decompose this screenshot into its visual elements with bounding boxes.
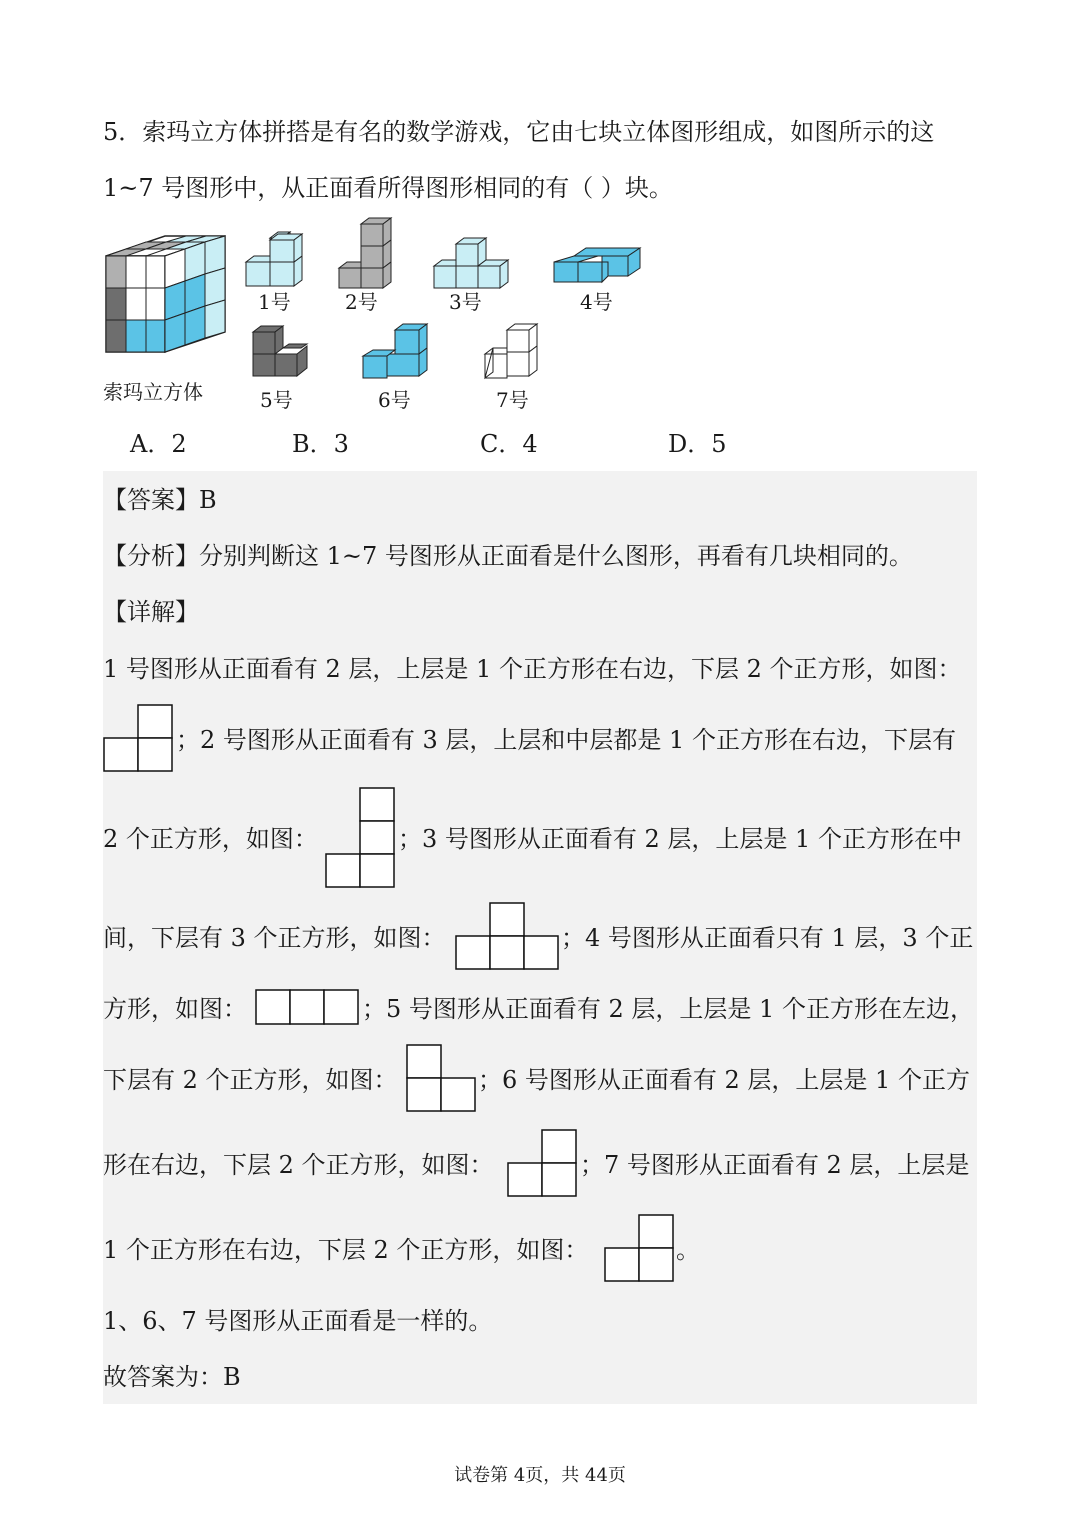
front-view-7 bbox=[604, 1214, 676, 1284]
detail-p3b: ；3 号图形从正面看有 2 层，上层是 1 个正方形在中 bbox=[398, 825, 962, 853]
piece-5-figure bbox=[251, 326, 311, 382]
front-view-6 bbox=[507, 1129, 579, 1199]
piece-1-figure bbox=[244, 236, 304, 292]
detail-p4a: 间，下层有 3 个正方形，如图： bbox=[103, 924, 446, 952]
front-view-2 bbox=[325, 787, 397, 889]
detail-p6a: 下层有 2 个正方形，如图： bbox=[103, 1066, 398, 1094]
front-view-3 bbox=[455, 902, 561, 972]
question-line-2: 1~7 号图形中，从正面看所得图形相同的有（ ）块。 bbox=[103, 174, 673, 202]
page-footer: 试卷第 4页，共 44页 bbox=[454, 1465, 626, 1486]
detail-p1: 1 号图形从正面看有 2 层，上层是 1 个正方形在右边，下层 2 个正方形，如图： bbox=[103, 655, 962, 683]
option-d[interactable]: D．5 bbox=[668, 430, 727, 458]
piece-7-figure bbox=[483, 324, 543, 382]
piece-1-label: 1号 bbox=[258, 290, 291, 314]
piece-7-label: 7号 bbox=[496, 388, 529, 412]
soma-cube-figure bbox=[102, 232, 232, 372]
question-line-1: 5．索玛立方体拼搭是有名的数学游戏，它由七块立体图形组成，如图所示的这 bbox=[103, 118, 935, 146]
piece-4-label: 4号 bbox=[580, 290, 613, 314]
analysis-line: 【分析】分别判断这 1~7 号图形从正面看是什么图形，再看有几块相同的。 bbox=[103, 542, 913, 570]
option-b[interactable]: B．3 bbox=[292, 430, 349, 458]
detail-p8b: 。 bbox=[676, 1236, 700, 1264]
conclusion-line: 故答案为：B bbox=[103, 1363, 241, 1391]
detail-p3a: 2 个正方形，如图： bbox=[103, 825, 318, 853]
option-c[interactable]: C．4 bbox=[480, 430, 538, 458]
answer-line: 【答案】B bbox=[103, 486, 217, 514]
option-a[interactable]: A．2 bbox=[130, 430, 187, 458]
detail-p8a: 1 个正方形在右边，下层 2 个正方形，如图： bbox=[103, 1236, 589, 1264]
front-view-4 bbox=[255, 989, 361, 1027]
piece-3-label: 3号 bbox=[449, 290, 482, 314]
detail-p7a: 形在右边，下层 2 个正方形，如图： bbox=[103, 1151, 494, 1179]
detail-p2: ；2 号图形从正面看有 3 层，上层和中层都是 1 个正方形在右边，下层有 bbox=[176, 726, 956, 754]
piece-6-figure bbox=[361, 324, 433, 382]
piece-2-figure bbox=[337, 218, 397, 290]
detail-p4b: ；4 号图形从正面看只有 1 层，3 个正 bbox=[561, 924, 974, 952]
piece-3-figure bbox=[432, 238, 512, 290]
piece-2-label: 2号 bbox=[345, 290, 378, 314]
piece-5-label: 5号 bbox=[260, 388, 293, 412]
detail-heading: 【详解】 bbox=[103, 598, 199, 626]
summary-line: 1、6、7 号图形从正面看是一样的。 bbox=[103, 1307, 493, 1335]
detail-p5a: 方形，如图： bbox=[103, 995, 247, 1023]
piece-6-label: 6号 bbox=[378, 388, 411, 412]
detail-p6b: ；6 号图形从正面看有 2 层，上层是 1 个正方 bbox=[478, 1066, 970, 1094]
detail-p7b: ；7 号图形从正面看有 2 层，上层是 bbox=[580, 1151, 970, 1179]
front-view-1 bbox=[103, 704, 175, 774]
detail-p5b: ；5 号图形从正面看有 2 层，上层是 1 个正方形在左边， bbox=[362, 995, 974, 1023]
cube-label: 索玛立方体 bbox=[103, 380, 203, 404]
front-view-5 bbox=[406, 1044, 478, 1114]
piece-4-figure bbox=[552, 248, 644, 284]
